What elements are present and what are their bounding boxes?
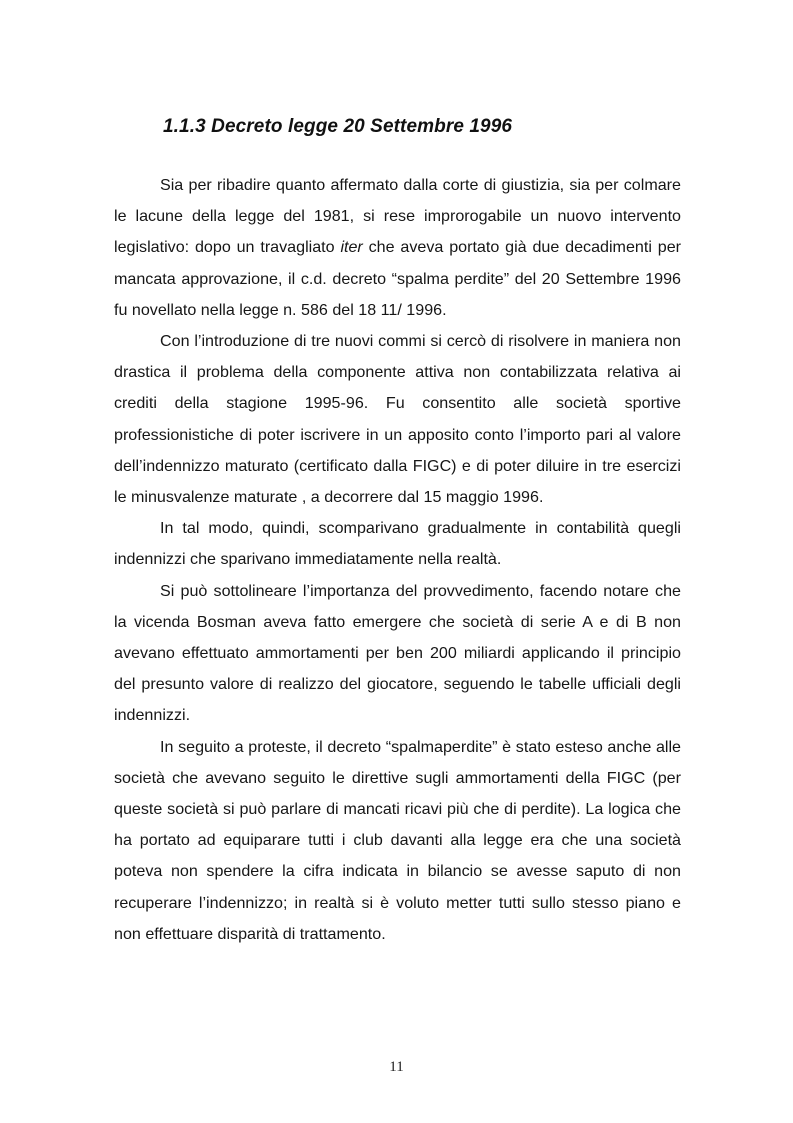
- paragraph-4: Si può sottolineare l’importanza del provvedimento, facendo notare che la vicenda Bosman aveva fatto emergere che società di serie A e di B non avevano effettuato ammortamenti per ben 200 miliardi applicando il principio del presunto valore di realizzo del giocatore, seguendo le tabelle ufficiali degli indennizzi.: [114, 581, 681, 725]
- page-number: 11: [389, 1059, 404, 1075]
- section-heading: 1.1.3 Decreto legge 20 Settembre 1996: [163, 116, 513, 137]
- paragraph-1-text-end: che aveva portato già due decadimenti per mancata approvazione, il c.d. decreto “spalma perdite” del 20 Settembre 1996 fu novellato nella legge n. 586 del 18 11/ 1996.: [114, 238, 681, 319]
- paragraph-5: In seguito a proteste, il decreto “spalmaperdite” è stato esteso anche alle società che avevano seguito le direttive sugli ammortamenti della FIGC (per queste società si può parlare di mancati ricavi più che di perdite). La logica che ha portato ad equiparare tutti i club davanti alla legge era che una società poteva non spendere la cifra indicata in bilancio se avesse saputo di non recuperare l’indennizzo; in realtà si è voluto metter tutti sullo stesso piano e non effettuare disparità di trattamento.: [114, 737, 681, 943]
- body-text: [114, 170, 681, 950]
- paragraph-2: Con l’introduzione di tre nuovi commi si cercò di risolvere in maniera non drastica il problema della componente attiva non contabilizzata relativa ai crediti della stagione 1995-96. Fu consentito alle società sportive professionistiche di poter iscrivere in un apposito conto l’importo pari al valore dell’indennizzo maturato (certificato dalla FIGC) e di poter diluire in tre esercizi le minusvalenze maturate , a decorrere dal 15 maggio 1996.: [114, 332, 681, 507]
- italic-term: iter: [340, 238, 363, 257]
- paragraph-1: [114, 170, 681, 326]
- paragraph-1-text-start: Sia per ribadire quanto affermato dalla corte di giustizia, sia per colmare le lacune della legge del 1981, si rese improrogabile un nuovo intervento legislativo: dopo un travagliato: [114, 176, 681, 257]
- paragraph-3: In tal modo, quindi, scomparivano gradualmente in contabilità quegli indennizzi che sparivano immediatamente nella realtà.: [114, 519, 681, 569]
